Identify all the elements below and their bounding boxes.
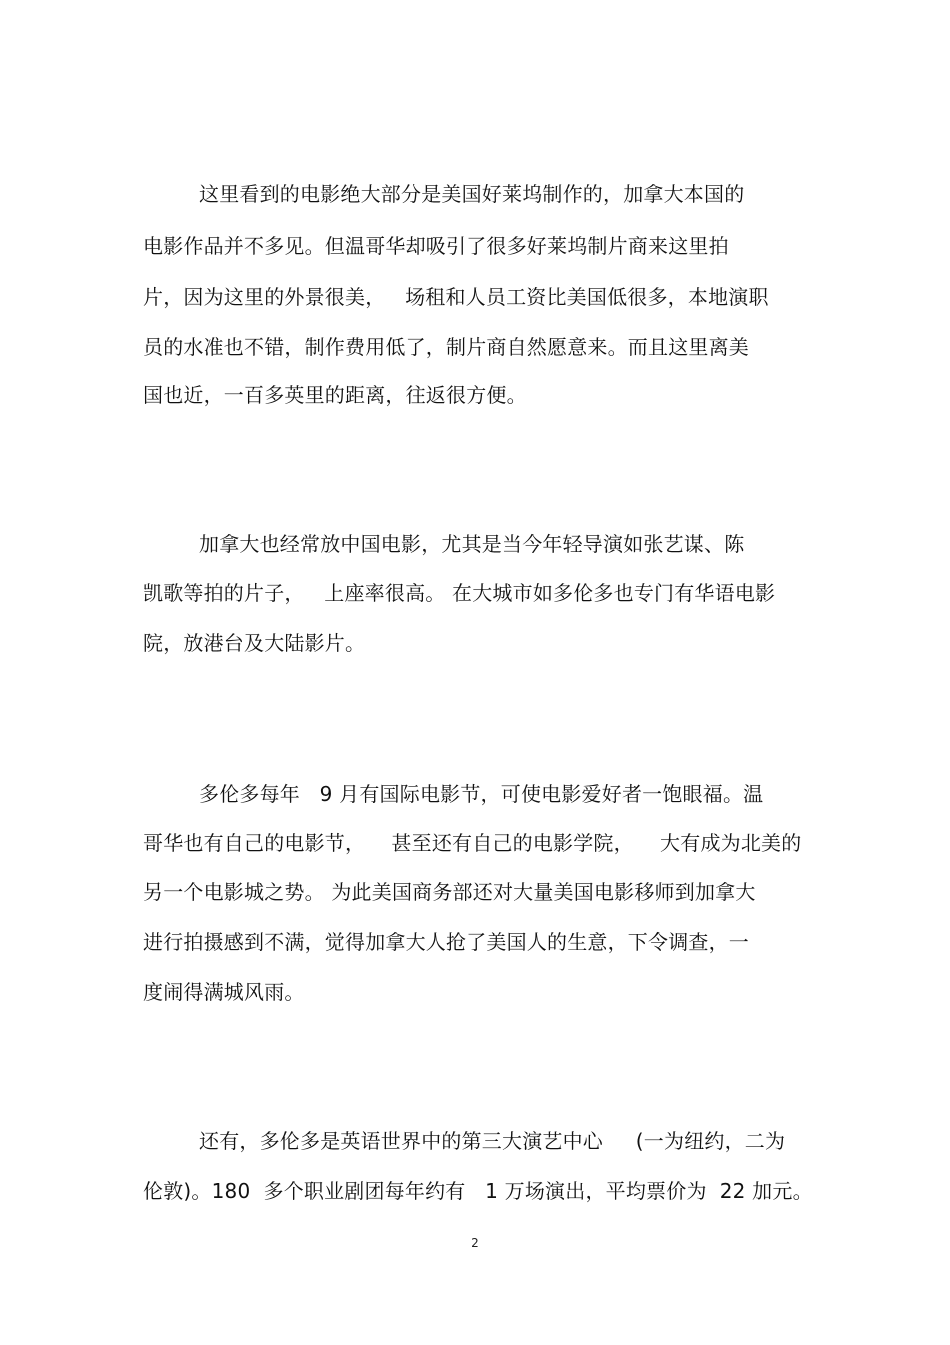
paragraph-2-line-3: 院，放港台及大陆影片。 <box>143 631 366 655</box>
paragraph-3-line-2: 哥华也有自己的电影节， 甚至还有自己的电影学院， 大有成为北美的 <box>143 831 802 855</box>
paragraph-1-line-4: 员的水准也不错，制作费用低了，制片商自然愿意来。而且这里离美 <box>143 335 749 359</box>
paragraph-3-line-4: 进行拍摄感到不满，觉得加拿大人抢了美国人的生意，下令调查，一 <box>143 930 749 954</box>
paragraph-1-line-1: 这里看到的电影绝大部分是美国好莱坞制作的，加拿大本国的 <box>199 182 745 206</box>
paragraph-2-line-1: 加拿大也经常放中国电影，尤其是当今年轻导演如张艺谋、陈 <box>199 532 745 556</box>
paragraph-1-line-3: 片，因为这里的外景很美， 场租和人员工资比美国低很多，本地演职 <box>143 285 769 309</box>
paragraph-3-line-1: 多伦多每年 9 月有国际电影节，可使电影爱好者一饱眼福。温 <box>199 782 764 806</box>
page-number: 2 <box>471 1236 479 1250</box>
paragraph-2-line-2: 凯歌等拍的片子， 上座率很高。 在大城市如多伦多也专门有华语电影 <box>143 581 776 605</box>
paragraph-3-line-3: 另一个电影城之势。 为此美国商务部还对大量美国电影移师到加拿大 <box>143 880 756 904</box>
paragraph-1-line-2: 电影作品并不多见。但温哥华却吸引了很多好莱坞制片商来这里拍 <box>143 234 729 258</box>
paragraph-3-line-5: 度闹得满城风雨。 <box>143 980 305 1004</box>
paragraph-4-line-2: 伦敦)。180 多个职业剧团每年约有 1 万场演出，平均票价为 22 加元。 <box>143 1179 813 1203</box>
paragraph-4-line-1: 还有，多伦多是英语世界中的第三大演艺中心 (一为纽约，二为 <box>199 1129 786 1153</box>
paragraph-1-line-5: 国也近，一百多英里的距离，往返很方便。 <box>143 383 527 407</box>
